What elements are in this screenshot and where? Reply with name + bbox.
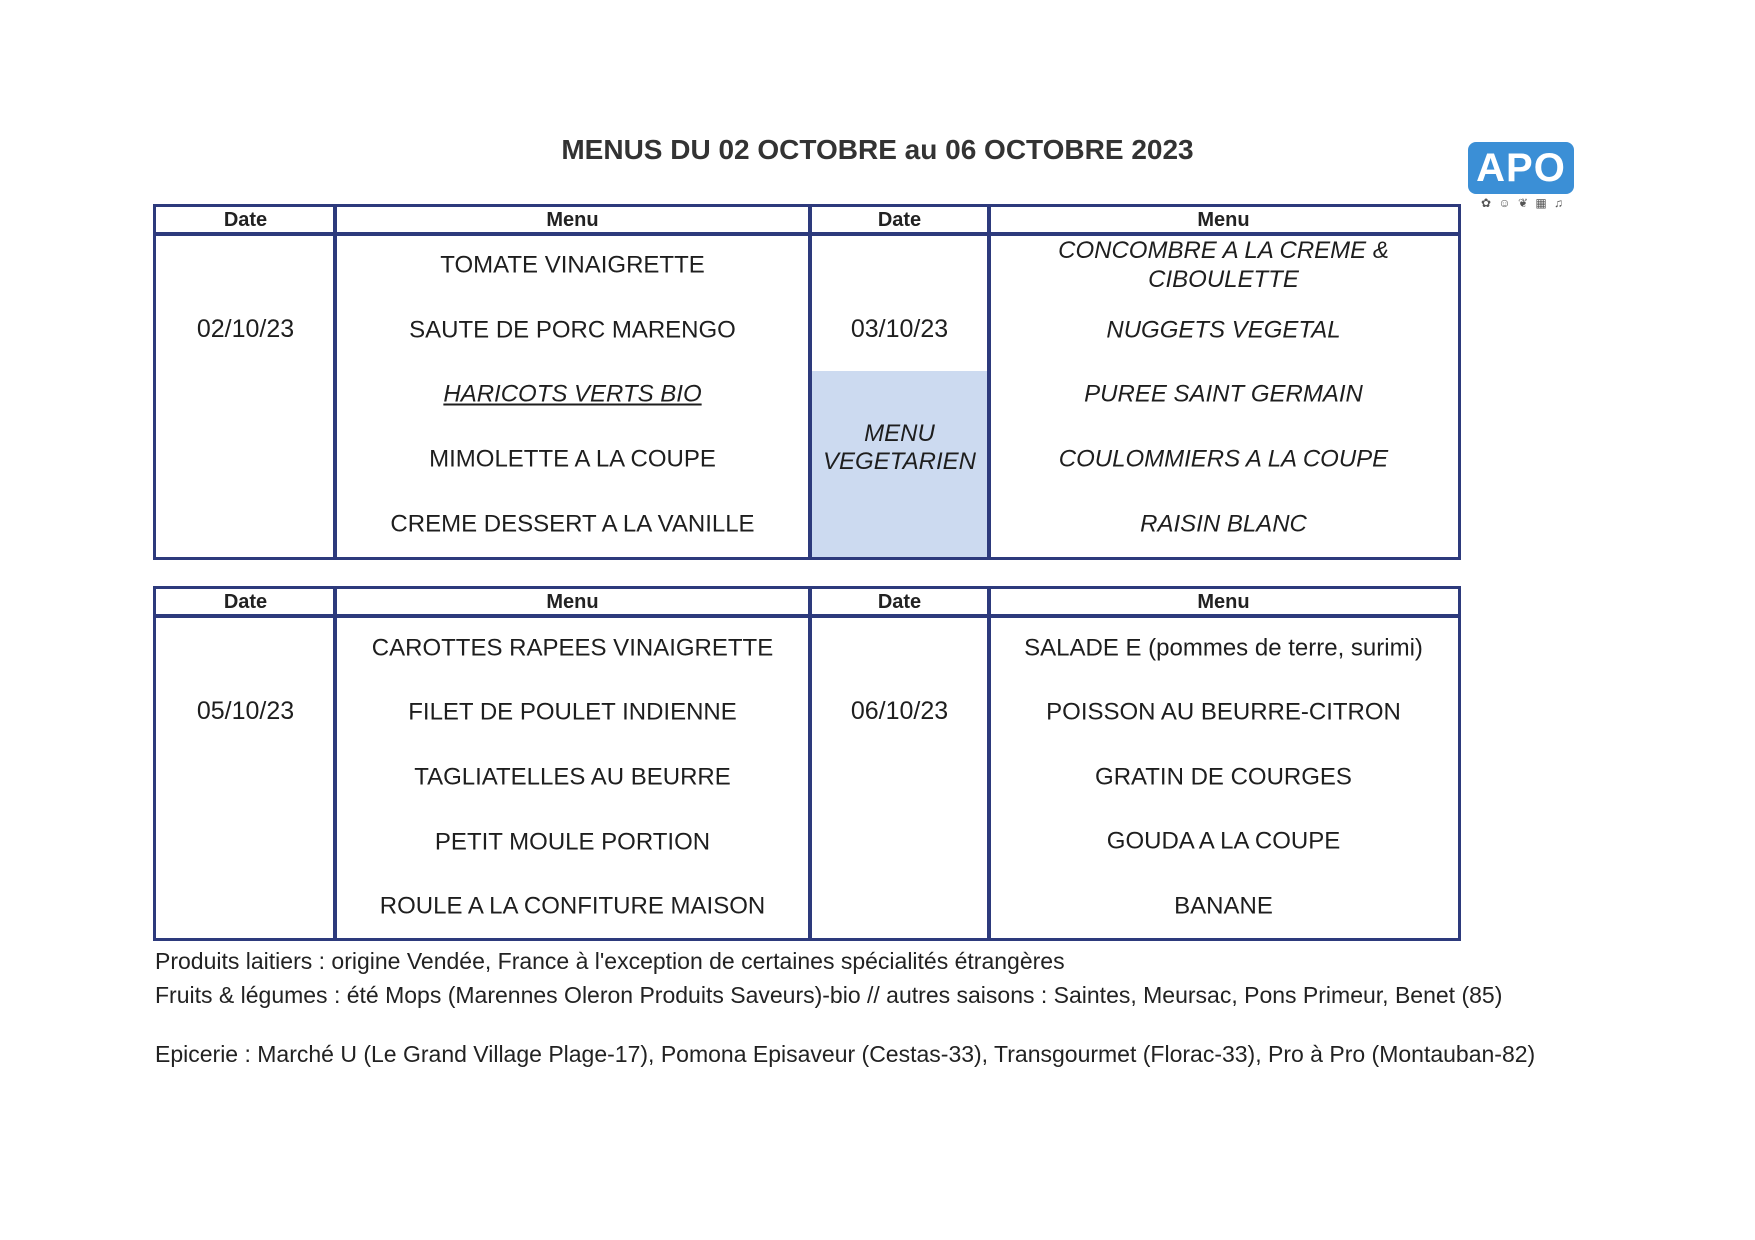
date-column bbox=[156, 236, 335, 557]
apo-logo: APO bbox=[1468, 142, 1574, 194]
menu-item: HARICOTS VERTS BIO bbox=[443, 380, 702, 408]
logo-icons: ✿ ☺ ❦ ▦ ♫ bbox=[1480, 196, 1566, 210]
header-date: Date bbox=[810, 589, 989, 618]
menu-item: FILET DE POULET INDIENNE bbox=[408, 698, 737, 726]
menu-item: NUGGETS VEGETAL bbox=[1106, 316, 1341, 344]
header-menu: Menu bbox=[989, 207, 1458, 236]
header-date: Date bbox=[156, 589, 335, 618]
menu-item: BANANE bbox=[1174, 892, 1273, 920]
date-cell: 03/10/23 bbox=[850, 315, 949, 343]
menu-item: SALADE E (pommes de terre, surimi) bbox=[1024, 634, 1423, 662]
menu-item: PUREE SAINT GERMAIN bbox=[1084, 380, 1363, 408]
menu-item: PETIT MOULE PORTION bbox=[434, 828, 711, 856]
menu-item: GRATIN DE COURGES bbox=[1095, 763, 1352, 791]
date-column bbox=[156, 618, 335, 938]
footer-dairy-origin: Produits laitiers : origine Vendée, France à l'exception de certaines spécialités étrangères bbox=[155, 948, 1065, 974]
date-cell: 02/10/23 bbox=[196, 315, 295, 343]
menu-item: SAUTE DE PORC MARENGO bbox=[409, 316, 736, 344]
header-date: Date bbox=[810, 207, 989, 236]
menu-item: CAROTTES RAPEES VINAIGRETTE bbox=[371, 634, 774, 662]
column-divider bbox=[808, 589, 812, 938]
menu-item: POISSON AU BEURRE-CITRON bbox=[1046, 698, 1401, 726]
footer-grocery-origin: Epicerie : Marché U (Le Grand Village Plage-17), Pomona Episaveur (Cestas-33), Transgourmet (Florac-33), Pro à Pro (Montauban-82) bbox=[155, 1041, 1536, 1067]
menu-item: TOMATE VINAIGRETTE bbox=[440, 251, 705, 279]
header-date: Date bbox=[156, 207, 335, 236]
column-divider bbox=[987, 589, 991, 938]
footer-produce-origin: Fruits & légumes : été Mops (Marennes Oleron Produits Saveurs)-bio // autres saisons : Saintes, Meursac, Pons Primeur, Benet (85) bbox=[155, 982, 1503, 1008]
header-menu: Menu bbox=[335, 207, 810, 236]
header-menu: Menu bbox=[335, 589, 810, 618]
menu-table-week2 bbox=[153, 586, 1461, 941]
column-divider bbox=[808, 207, 812, 557]
date-column bbox=[810, 236, 989, 557]
menu-item: ROULE A LA CONFITURE MAISON bbox=[379, 892, 766, 920]
menu-column bbox=[989, 236, 1458, 557]
menu-column bbox=[335, 618, 810, 938]
menu-column bbox=[335, 236, 810, 557]
menu-item: TAGLIATELLES AU BEURRE bbox=[414, 763, 731, 791]
menu-item: CREME DESSERT A LA VANILLE bbox=[390, 510, 755, 538]
page-title: MENUS DU 02 OCTOBRE au 06 OCTOBRE 2023 bbox=[561, 134, 1194, 165]
date-column bbox=[810, 618, 989, 938]
menu-item: GOUDA A LA COUPE bbox=[1106, 827, 1341, 855]
date-cell: 05/10/23 bbox=[196, 697, 295, 725]
menu-item: CONCOMBRE A LA CREME & CIBOULETTE bbox=[1058, 237, 1389, 293]
menu-table-week1 bbox=[153, 204, 1461, 560]
column-divider bbox=[987, 207, 991, 557]
menu-item: MIMOLETTE A LA COUPE bbox=[429, 445, 716, 473]
vegetarian-tag: MENU VEGETARIEN bbox=[823, 419, 976, 475]
menu-item: RAISIN BLANC bbox=[1140, 510, 1307, 538]
menu-item: COULOMMIERS A LA COUPE bbox=[1058, 445, 1389, 473]
column-divider bbox=[333, 207, 337, 557]
header-menu: Menu bbox=[989, 589, 1458, 618]
date-cell: 06/10/23 bbox=[850, 697, 949, 725]
menu-column bbox=[989, 618, 1458, 938]
column-divider bbox=[333, 589, 337, 938]
